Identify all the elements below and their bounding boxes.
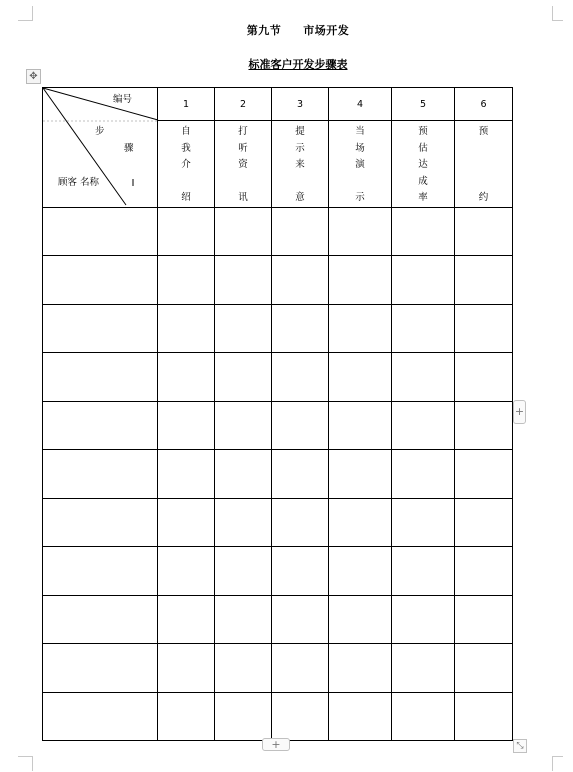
table-row <box>43 595 513 644</box>
step-check-cell[interactable] <box>329 547 392 596</box>
customer-name-cell[interactable] <box>43 498 158 547</box>
customer-name-cell[interactable] <box>43 547 158 596</box>
table-row <box>43 644 513 693</box>
step-check-cell[interactable] <box>272 692 329 741</box>
step-check-cell[interactable] <box>272 595 329 644</box>
customer-name-cell[interactable] <box>43 450 158 499</box>
table-row <box>43 498 513 547</box>
section-number: 第九节 <box>246 24 282 37</box>
step-name-cell[interactable] <box>329 121 392 208</box>
table-row <box>43 401 513 450</box>
diagonal-header-cell[interactable] <box>43 88 158 208</box>
step-check-cell[interactable] <box>455 401 513 450</box>
step-check-cell[interactable] <box>329 304 392 353</box>
step-check-cell[interactable] <box>392 304 455 353</box>
step-check-cell[interactable] <box>455 256 513 305</box>
table-row <box>43 256 513 305</box>
step-check-cell[interactable] <box>329 450 392 499</box>
step-name-char: 达 <box>418 159 428 170</box>
customer-name-cell[interactable] <box>43 256 158 305</box>
step-check-cell[interactable] <box>158 353 215 402</box>
step-header-label-2: 骤 <box>124 143 134 154</box>
step-name-char: 来 <box>295 159 305 170</box>
step-name-char: 讯 <box>238 192 248 203</box>
step-check-cell[interactable] <box>272 450 329 499</box>
step-number-cell[interactable]: 3 <box>272 88 329 121</box>
step-name-char: 我 <box>181 142 191 154</box>
step-check-cell[interactable] <box>215 401 272 450</box>
step-check-cell[interactable] <box>392 595 455 644</box>
step-check-cell[interactable] <box>158 304 215 353</box>
step-name-char: 演 <box>355 159 365 170</box>
section-title: 市场开发 <box>303 24 350 37</box>
step-check-cell[interactable] <box>272 498 329 547</box>
step-check-cell[interactable] <box>158 498 215 547</box>
step-check-cell[interactable] <box>158 692 215 741</box>
step-check-cell[interactable] <box>392 644 455 693</box>
step-name-char: 场 <box>355 142 365 154</box>
step-name-char: 打 <box>238 126 248 137</box>
step-check-cell[interactable] <box>455 304 513 353</box>
step-check-cell[interactable] <box>455 450 513 499</box>
step-check-cell[interactable] <box>392 256 455 305</box>
crop-mark-top-right <box>552 6 563 21</box>
step-name-char: 听 <box>238 142 248 154</box>
step-name-char: 介 <box>181 159 191 170</box>
step-check-cell[interactable] <box>272 401 329 450</box>
step-check-cell[interactable] <box>158 256 215 305</box>
step-check-cell[interactable] <box>329 401 392 450</box>
customer-name-cell[interactable] <box>43 207 158 256</box>
step-check-cell[interactable] <box>158 450 215 499</box>
step-name-cell[interactable] <box>455 121 513 208</box>
step-name-cell[interactable] <box>392 121 455 208</box>
step-name-char: 资 <box>238 159 248 170</box>
step-name-char: 约 <box>478 192 489 203</box>
step-name-char: 当 <box>355 126 365 137</box>
crop-mark-bottom-right <box>552 756 563 771</box>
step-check-cell[interactable] <box>215 692 272 741</box>
step-check-cell[interactable] <box>215 256 272 305</box>
step-name-char: 率 <box>418 192 428 203</box>
step-name-char: 成 <box>418 175 428 187</box>
step-check-cell[interactable] <box>272 256 329 305</box>
step-check-cell[interactable] <box>455 547 513 596</box>
crop-mark-top-left <box>18 6 33 21</box>
step-check-cell[interactable] <box>272 353 329 402</box>
step-check-cell[interactable] <box>392 692 455 741</box>
add-row-button[interactable]: + <box>262 738 290 751</box>
step-check-cell[interactable] <box>215 450 272 499</box>
step-name-char: 示 <box>355 192 365 203</box>
step-check-cell[interactable] <box>329 498 392 547</box>
step-name-char: 估 <box>418 142 428 154</box>
step-name-char: 意 <box>295 192 305 203</box>
table-move-handle-icon[interactable]: ✥ <box>26 69 41 84</box>
step-check-cell[interactable] <box>455 644 513 693</box>
step-check-cell[interactable] <box>272 304 329 353</box>
step-check-cell[interactable] <box>158 644 215 693</box>
step-check-cell[interactable] <box>158 207 215 256</box>
table-row <box>43 450 513 499</box>
step-name-char: 预 <box>478 126 489 137</box>
step-name-char: 提 <box>295 126 305 137</box>
step-name-char: 预 <box>418 126 428 137</box>
table-row <box>43 353 513 402</box>
step-check-cell[interactable] <box>158 547 215 596</box>
step-number-cell[interactable]: 1 <box>158 88 215 121</box>
step-check-cell[interactable] <box>158 595 215 644</box>
customer-name-cell[interactable] <box>43 401 158 450</box>
step-check-cell[interactable] <box>455 498 513 547</box>
customer-name-cell[interactable] <box>43 595 158 644</box>
table-row <box>43 547 513 596</box>
step-name-char: 绍 <box>181 192 191 203</box>
step-check-cell[interactable] <box>392 547 455 596</box>
step-name-char: 示 <box>295 142 305 154</box>
table-title: 标准客户开发步骤表 <box>248 58 348 71</box>
customer-name-cell[interactable] <box>43 353 158 402</box>
step-check-cell[interactable] <box>329 207 392 256</box>
step-name-char: 自 <box>181 126 191 137</box>
step-number-cell[interactable]: 6 <box>455 88 513 121</box>
customer-name-cell[interactable] <box>43 304 158 353</box>
step-check-cell[interactable] <box>158 401 215 450</box>
step-check-cell[interactable] <box>329 692 392 741</box>
step-check-cell[interactable] <box>329 353 392 402</box>
step-check-cell[interactable] <box>329 595 392 644</box>
step-check-cell[interactable] <box>329 644 392 693</box>
step-check-cell[interactable] <box>392 401 455 450</box>
step-check-cell[interactable] <box>455 692 513 741</box>
customer-name-header-label: 顾客 名称 <box>58 177 100 188</box>
step-check-cell[interactable] <box>215 644 272 693</box>
step-check-cell[interactable] <box>392 353 455 402</box>
step-name-cell[interactable] <box>272 121 329 208</box>
step-check-cell[interactable] <box>215 207 272 256</box>
number-header-label: 编号 <box>113 94 133 105</box>
step-check-cell[interactable] <box>215 595 272 644</box>
step-check-cell[interactable] <box>455 595 513 644</box>
customer-name-cell[interactable] <box>43 644 158 693</box>
step-check-cell[interactable] <box>455 353 513 402</box>
customer-development-steps-table <box>42 87 513 741</box>
section-heading <box>0 22 573 38</box>
step-number-cell[interactable]: 5 <box>392 88 455 121</box>
step-check-cell[interactable] <box>392 498 455 547</box>
step-name-cell[interactable] <box>215 121 272 208</box>
step-check-cell[interactable] <box>272 207 329 256</box>
table-row <box>43 207 513 256</box>
add-column-button[interactable]: + <box>513 400 526 424</box>
table-row <box>43 692 513 741</box>
step-check-cell[interactable] <box>392 207 455 256</box>
step-check-cell[interactable] <box>272 644 329 693</box>
customer-name-cell[interactable] <box>43 692 158 741</box>
step-number-cell[interactable]: 2 <box>215 88 272 121</box>
step-header-label-1: 步 <box>95 126 105 137</box>
step-name-cell[interactable] <box>158 121 215 208</box>
step-check-cell[interactable] <box>215 547 272 596</box>
step-number-cell[interactable]: 4 <box>329 88 392 121</box>
step-check-cell[interactable] <box>455 207 513 256</box>
step-check-cell[interactable] <box>329 256 392 305</box>
table-row <box>43 304 513 353</box>
step-check-cell[interactable] <box>272 547 329 596</box>
step-check-cell[interactable] <box>215 304 272 353</box>
step-check-cell[interactable] <box>392 450 455 499</box>
table-resize-handle-icon[interactable]: ⤡ <box>513 739 527 753</box>
step-check-cell[interactable] <box>215 353 272 402</box>
crop-mark-bottom-left <box>18 756 33 771</box>
step-check-cell[interactable] <box>215 498 272 547</box>
